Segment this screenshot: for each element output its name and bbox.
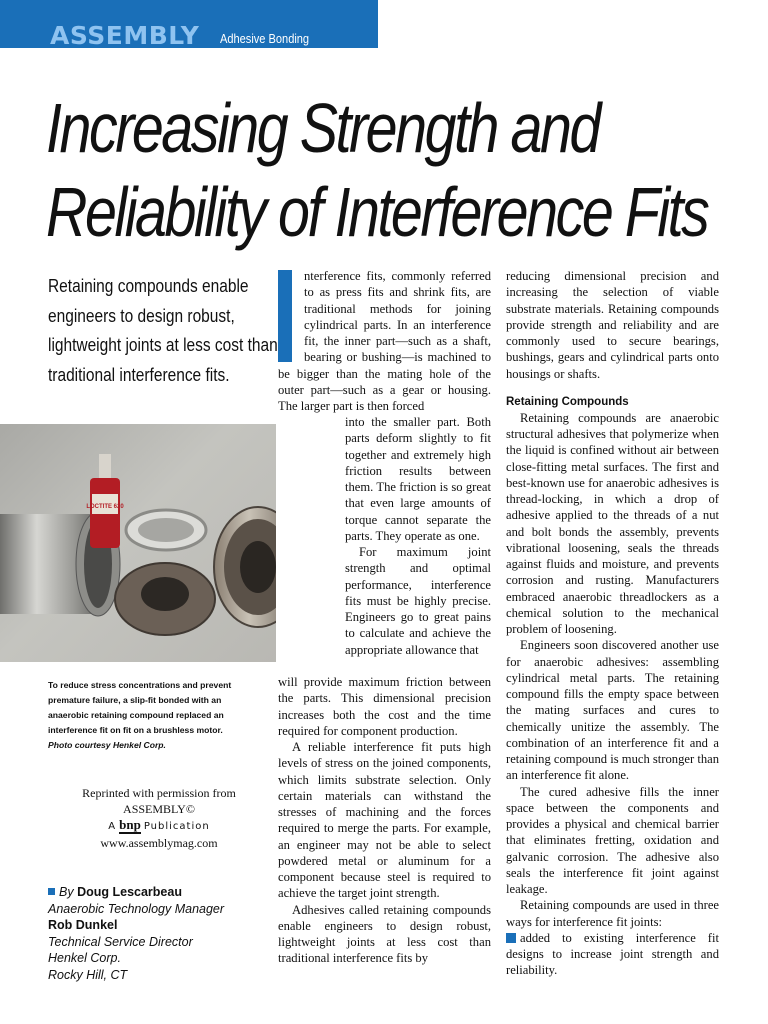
publisher-url: www.assemblymag.com (100, 836, 218, 850)
byline (48, 884, 288, 983)
reprint-line-2: ASSEMBLY© (123, 802, 195, 816)
body-paragraph-5: Retaining compounds are anaerobic structural adhesives that polymerize when the liquid is confined without air between close-fitting metal surfaces. The first and best-known use for anaerobic adhesives is thread-locking, in which a drop of adhesive applied to the threads of a nut and bolt bonds the assembly, prevents vibrational loosening, seals the threads against fluids and moisture, and prevents corrosion and rusting. Manufacturers embraced anaerobic threadlockers as a chemical solution to the mechanical problem of loosening. (506, 410, 719, 636)
bnp-logo: bnp (119, 817, 141, 832)
author-location: Rocky Hill, CT (48, 967, 128, 982)
publisher-word: Publication (143, 821, 210, 832)
body-paragraph-2-cont: will provide maximum friction between the parts. This dimensional precision increases both the cost and the time required for component production. (278, 675, 491, 738)
article-deck: Retaining compounds enable engineers to design robust, lightweight joints at less cost than traditional interference fits. (48, 276, 278, 385)
photo-caption (48, 678, 260, 753)
author-1: Doug Lescarbeau (77, 885, 182, 899)
drop-cap-i (278, 270, 292, 362)
author-2-title: Technical Service Director (48, 934, 193, 949)
section-name: ASSEMBLY (50, 21, 200, 50)
publisher-a: A (108, 821, 117, 832)
square-bullet-icon (48, 888, 55, 895)
body-paragraph-7: The cured adhesive fills the inner space between the components and provides a physical and chemical barrier that eliminates fretting, oxidation and galvanic corrosion. The adhesive also seals the interference fit joint against leakage. (506, 784, 719, 896)
body-column-2-wrap (278, 414, 491, 658)
body-paragraph-4: Adhesives called retaining compounds enable engineers to design robust, lightweight joints at less cost than traditional interference fits by (278, 902, 491, 966)
section-heading: Retaining Compounds (506, 395, 629, 408)
author-2: Rob Dunkel (48, 918, 118, 932)
square-bullet-icon (506, 933, 516, 943)
article-photo (0, 424, 276, 662)
body-column-2-bottom (278, 674, 491, 967)
author-company: Henkel Corp. (48, 951, 121, 965)
body-paragraph-6: Engineers soon discovered another use for anaerobic adhesives: assembling cylindrical metal parts. The retaining compound fills the empty space between the mating surfaces and cures to chemically unitize the assembly. The combination of an interference fit and a retaining compound is much stronger than an interference fit alone. (506, 638, 719, 783)
body-paragraph-3: A reliable interference fit puts high levels of stress on the joined components, which limits substrate selection. Only certain materials can withstand the stresses of machining and the forces required to merge the parts. For example, an engineer may not be able to select powdered metal or aluminum for a component because steel is required to achieve the target joint strength. (278, 740, 491, 901)
reprint-line-1: Reprinted with permission from (82, 786, 236, 800)
author-1-title: Anaerobic Technology Manager (48, 901, 225, 916)
caption-credit: Photo courtesy Henkel Corp. (48, 740, 166, 750)
section-header (0, 0, 378, 48)
publisher-line (48, 817, 270, 835)
body-paragraph-1-cont: into the smaller part. Both parts deform slightly to fit together and extremely high friction results between them. The friction is so great that even large amounts of torque cannot separate the parts. They operate as one. (345, 415, 491, 543)
bottle-label: LOCTITE 620 (86, 504, 124, 510)
subsection-name: Adhesive Bonding (220, 31, 310, 46)
body-paragraph-2: For maximum joint strength and optimal performance, interference fits must be highly precise. Engineers go to great pains to calculate and achieve the appropriate allowance that (345, 545, 491, 657)
body-paragraph-4-cont: reducing dimensional precision and increasing the selection of viable substrate materials. Retaining compounds provide strength and reliability and are commonly used to secure bearings, bushings, gears and cylindrical parts onto housings or shafts. (506, 269, 719, 381)
body-column-2-top (278, 268, 491, 414)
reprint-notice (48, 785, 270, 851)
body-paragraph-1: nterference fits, commonly referred to as press fits and shrink fits, are traditional methods for joining cylindrical parts. In an interference fit, the inner part—such as a shaft, bearing or bushing—is machined to be bigger than the mating hole of the outer part—such as a gear or housing. The larger part is then forced (278, 269, 491, 413)
bullet-item-1 (506, 930, 719, 979)
body-column-3 (506, 268, 719, 979)
caption-text: To reduce stress concentrations and prevent premature failure, a slip-fit bonded with an anaerobic retaining compound replaced an interference fit on fit on a brushless motor. (48, 680, 232, 735)
article-title (46, 86, 708, 254)
title-line-2: Reliability of Interference Fits (46, 173, 708, 251)
title-line-1: Increasing Strength and (46, 89, 599, 167)
body-paragraph-8: Retaining compounds are used in three ways for interference fit joints: (506, 898, 719, 929)
byline-by: By (59, 885, 74, 899)
bullet-item-1-text: added to existing interference fit designs to increase joint strength and reliability. (506, 930, 719, 978)
photo-illustration (0, 424, 276, 662)
